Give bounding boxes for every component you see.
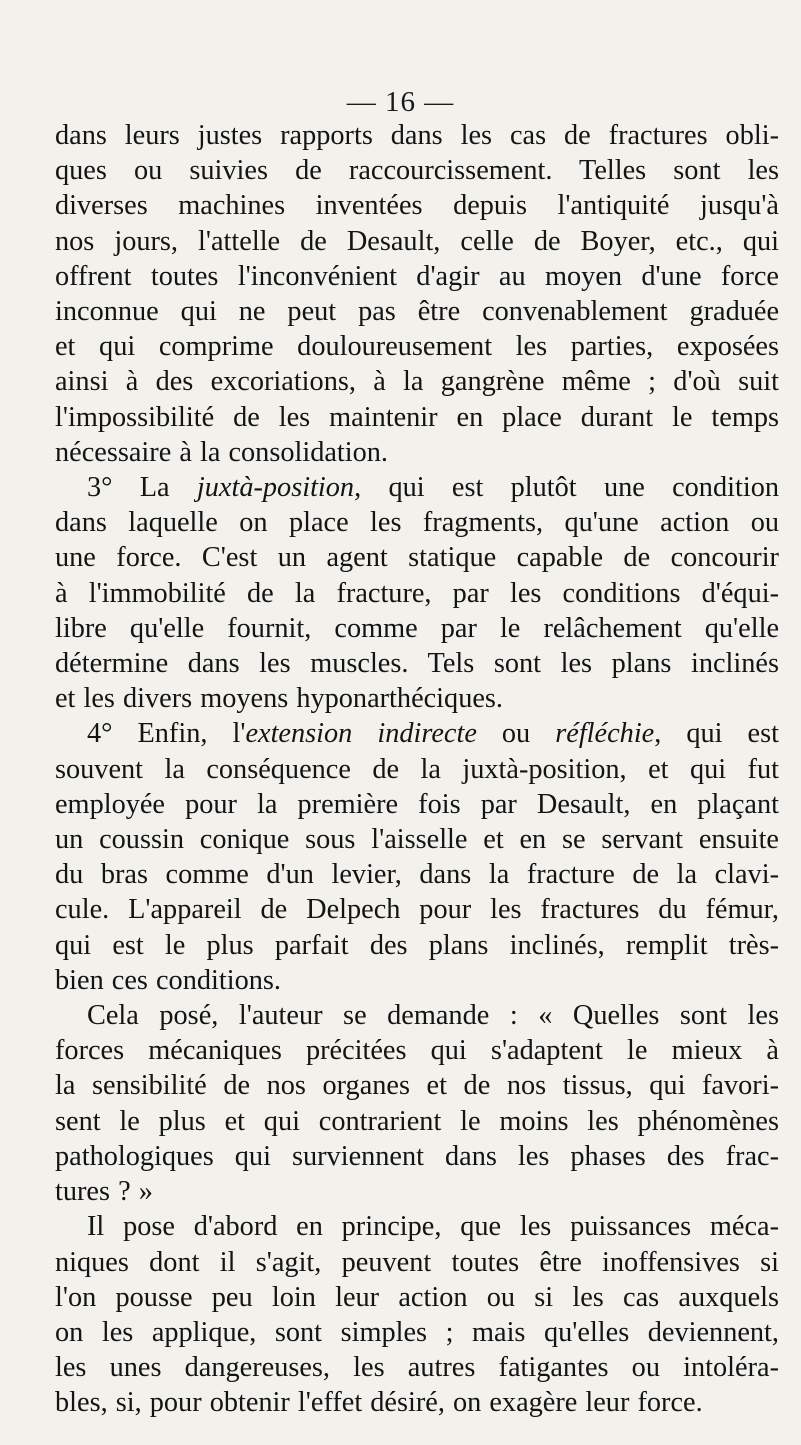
text-line: bles, si, pour obtenir l'effet désiré, on exagère leur force.	[55, 1387, 703, 1419]
text-line: un coussin conique sous l'aisselle et en se servant ensuite	[55, 824, 779, 856]
text-line: niques dont il s'agit, peuvent toutes être inoffensives si	[55, 1246, 779, 1278]
text-line: l'impossibilité de les maintenir en place durant le temps	[55, 401, 779, 433]
text-line: et les divers moyens hyponarthéciques.	[55, 683, 503, 715]
text-line: l'on pousse peu loin leur action ou si les cas auxquels	[55, 1281, 779, 1313]
text-line: ques ou suivies de raccourcissement. Telles sont les	[55, 155, 779, 187]
text-line: la sensibilité de nos organes et de nos tissus, qui favori-	[55, 1070, 779, 1102]
body-text	[55, 118, 779, 1421]
text-line: du bras comme d'un levier, dans la fracture de la clavi-	[55, 859, 779, 891]
text-line: dans laquelle on place les fragments, qu'une action ou	[55, 507, 779, 539]
text-line: détermine dans les muscles. Tels sont les plans inclinés	[55, 648, 779, 680]
text-line: libre qu'elle fournit, comme par le relâchement qu'elle	[55, 612, 779, 644]
page-number: — 16 —	[346, 86, 455, 118]
text-line: cule. L'appareil de Delpech pour les fractures du fémur,	[55, 894, 779, 926]
text-line: forces mécaniques précitées qui s'adaptent le mieux à	[55, 1035, 779, 1067]
text-line: nos jours, l'attelle de Desault, celle de Boyer, etc., qui	[55, 225, 779, 257]
text-line: Cela posé, l'auteur se demande : « Quelles sont les	[87, 1000, 779, 1032]
text-line: nécessaire à la consolidation.	[55, 436, 389, 468]
text-line: offrent toutes l'inconvénient d'agir au moyen d'une force	[55, 260, 779, 292]
text-line: Il pose d'abord en principe, que les puissances méca-	[87, 1211, 779, 1243]
text-line: à l'immobilité de la fracture, par les conditions d'équi-	[55, 577, 779, 609]
text-line: diverses machines inventées depuis l'antiquité jusqu'à	[55, 190, 779, 222]
text-line: tures ? »	[55, 1176, 153, 1208]
text-line: les unes dangereuses, les autres fatigantes ou intoléra-	[55, 1352, 779, 1384]
text-line: souvent la conséquence de la juxtà-position, et qui fut	[55, 753, 779, 785]
text-line: 4° Enfin, l'extension indirecte ou réfléchie, qui est	[87, 718, 779, 750]
text-line: une force. C'est un agent statique capable de concourir	[55, 542, 779, 574]
text-line: inconnue qui ne peut pas être convenablement graduée	[55, 296, 779, 328]
text-line: employée pour la première fois par Desault, en plaçant	[55, 788, 779, 820]
text-line: et qui comprime douloureusement les parties, exposées	[55, 331, 779, 363]
text-line: 3° La juxtà-position, qui est plutôt une condition	[87, 472, 779, 504]
text-line: bien ces conditions.	[55, 964, 281, 996]
text-line: sent le plus et qui contrarient le moins les phénomènes	[55, 1105, 779, 1137]
text-line: pathologiques qui surviennent dans les phases des frac-	[55, 1140, 779, 1172]
text-line: ainsi à des excoriations, à la gangrène même ; d'où suit	[55, 366, 779, 398]
text-line: on les applique, sont simples ; mais qu'elles deviennent,	[55, 1316, 779, 1348]
text-line: dans leurs justes rapports dans les cas de fractures obli-	[55, 120, 779, 151]
text-line: qui est le plus parfait des plans inclinés, remplit très-	[55, 929, 779, 961]
